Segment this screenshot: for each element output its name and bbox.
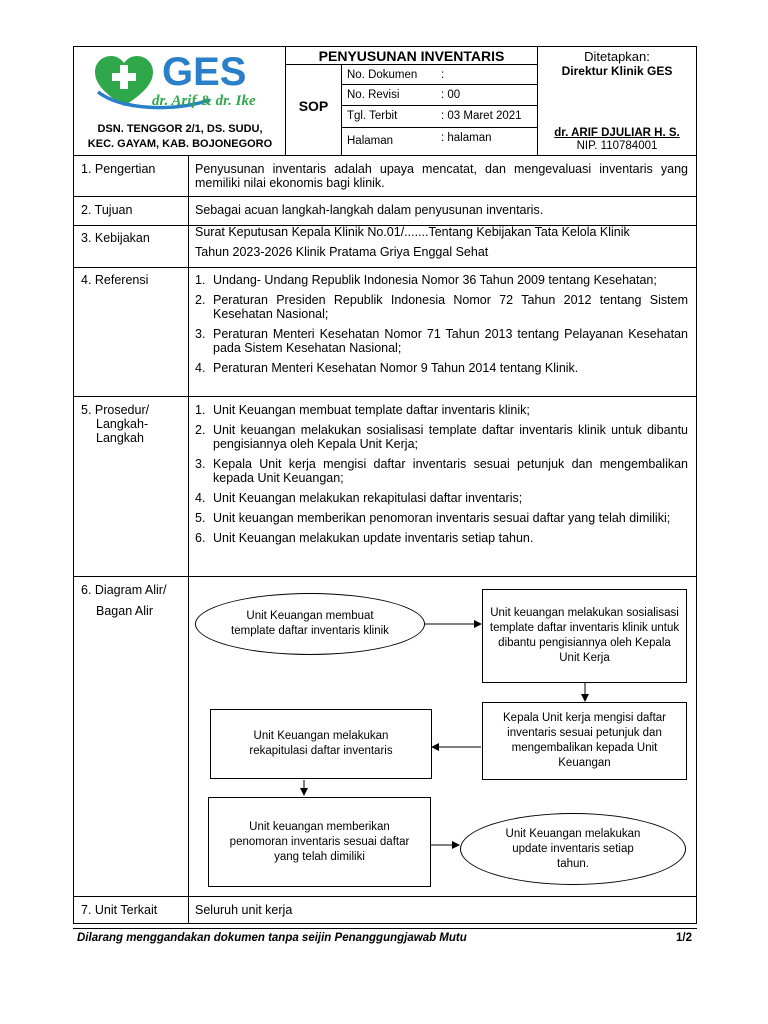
flow-node-3: Kepala Unit kerja mengisi daftar inventaris sesuai petunjuk dan mengembalikan kepada Unit Keuangan — [482, 702, 687, 780]
pengertian-text: Penyusunan inventaris adalah upaya mencatat, dan mengevaluasi inventaris yang memiliki nilai ekonomis bagi klinik. — [195, 162, 688, 190]
list-text: Unit keuangan melakukan sosialisasi template daftar inventaris klinik untuk dibantu pengisiannya oleh Kepala Unit Kerja; — [213, 423, 688, 451]
ditetapkan-label: Ditetapkan: — [584, 49, 650, 64]
flow-node-5: Unit keuangan memberikan penomoran inventaris sesuai daftar yang telah dimiliki — [208, 797, 431, 887]
logo-brand: GES — [162, 50, 247, 94]
list-text: Unit Keuangan melakukan rekapitulasi daftar inventaris; — [213, 491, 523, 505]
tujuan-label: 2. Tujuan — [81, 203, 133, 217]
list-number: 3. — [195, 327, 206, 341]
diagram-label-2: Bagan Alir — [96, 604, 153, 618]
footer-note: Dilarang menggandakan dokumen tanpa seijin Penanggungjawab Mutu — [77, 932, 467, 944]
list-text: Peraturan Menteri Kesehatan Nomor 71 Tahun 2013 tentang Pelayanan Kesehatan pada Sistem Kesehatan Nasional; — [213, 327, 688, 355]
list-number: 1. — [195, 273, 206, 287]
page-label: Halaman — [347, 135, 394, 147]
address-line-1: DSN. TENGGOR 2/1, DS. SUDU, — [97, 123, 263, 135]
logo-tagline: dr. Arif & dr. Ike — [152, 93, 256, 109]
list-number: 3. — [195, 457, 206, 471]
list-text: Peraturan Presiden Republik Indonesia Nomor 72 Tahun 2012 tentang Sistem Kesehatan Nasional; — [213, 293, 688, 321]
tujuan-text: Sebagai acuan langkah-langkah dalam penyusunan inventaris. — [195, 203, 544, 217]
kebijakan-line-2: Tahun 2023-2026 Klinik Pratama Griya Enggal Sehat — [195, 245, 489, 259]
flow-node-2: Unit keuangan melakukan sosialisasi template daftar inventaris klinik untuk dibantu pengisiannya oleh Kepala Unit Kerja — [482, 589, 687, 683]
flow-node-1: Unit Keuangan membuat template daftar inventaris klinik — [195, 593, 425, 655]
list-text: Unit Keuangan melakukan update inventaris setiap tahun. — [213, 531, 534, 545]
list-number: 5. — [195, 511, 206, 525]
list-number: 2. — [195, 293, 206, 307]
page-value: : halaman — [441, 132, 492, 144]
flow-node-4: Unit Keuangan melakukan rekapitulasi daftar inventaris — [210, 709, 432, 779]
prosedur-label-1: 5. Prosedur/ — [81, 403, 150, 417]
unit-terkait-text: Seluruh unit kerja — [195, 903, 293, 917]
list-text: Kepala Unit kerja mengisi daftar inventaris sesuai petunjuk dan mengembalikan kepada Unit Keuangan; — [213, 457, 688, 485]
flow-node-6: Unit Keuangan melakukan update inventaris setiap tahun. — [460, 813, 686, 885]
list-number: 6. — [195, 531, 206, 545]
list-number: 1. — [195, 403, 206, 417]
kebijakan-line-1: Surat Keputusan Kepala Klinik No.01/.......Tentang Kebijakan Tata Kelola Klinik — [195, 225, 630, 239]
sop-label: SOP — [298, 98, 329, 114]
revision-value: : 00 — [441, 89, 461, 101]
issue-date-label: Tgl. Terbit — [347, 110, 398, 122]
issue-date-value: : 03 Maret 2021 — [441, 110, 522, 122]
list-text: Unit keuangan memberikan penomoran inventaris sesuai daftar yang telah dimiliki; — [213, 511, 671, 525]
kebijakan-label: 3. Kebijakan — [81, 231, 150, 245]
list-text: Undang- Undang Republik Indonesia Nomor 36 Tahun 2009 tentang Kesehatan; — [213, 273, 657, 287]
referensi-label: 4. Referensi — [81, 273, 149, 287]
unit-terkait-label: 7. Unit Terkait — [81, 903, 158, 917]
director-title: Direktur Klinik GES — [561, 64, 673, 78]
list-text: Peraturan Menteri Kesehatan Nomor 9 Tahun 2014 tentang Klinik. — [213, 361, 579, 375]
doc-number-label: No. Dokumen — [347, 69, 418, 81]
pengertian-label: 1. Pengertian — [81, 162, 156, 176]
prosedur-label-3: Langkah — [96, 431, 144, 445]
doc-number-value: : — [441, 69, 445, 81]
list-number: 2. — [195, 423, 206, 437]
list-text: Unit Keuangan membuat template daftar inventaris klinik; — [213, 403, 530, 417]
page-title: PENYUSUNAN INVENTARIS — [318, 48, 505, 64]
address-line-2: KEC. GAYAM, KAB. BOJONEGORO — [87, 138, 273, 150]
diagram-label-1: 6. Diagram Alir/ — [81, 583, 167, 597]
footer-rule — [73, 928, 697, 929]
signer-name: dr. ARIF DJULIAR H. S. — [554, 127, 680, 139]
list-number: 4. — [195, 491, 206, 505]
signer-nip: NIP. 110784001 — [576, 140, 658, 152]
list-number: 4. — [195, 361, 206, 375]
footer-page-number: 1/2 — [676, 932, 692, 944]
revision-label: No. Revisi — [347, 89, 400, 101]
prosedur-label-2: Langkah- — [96, 417, 149, 431]
